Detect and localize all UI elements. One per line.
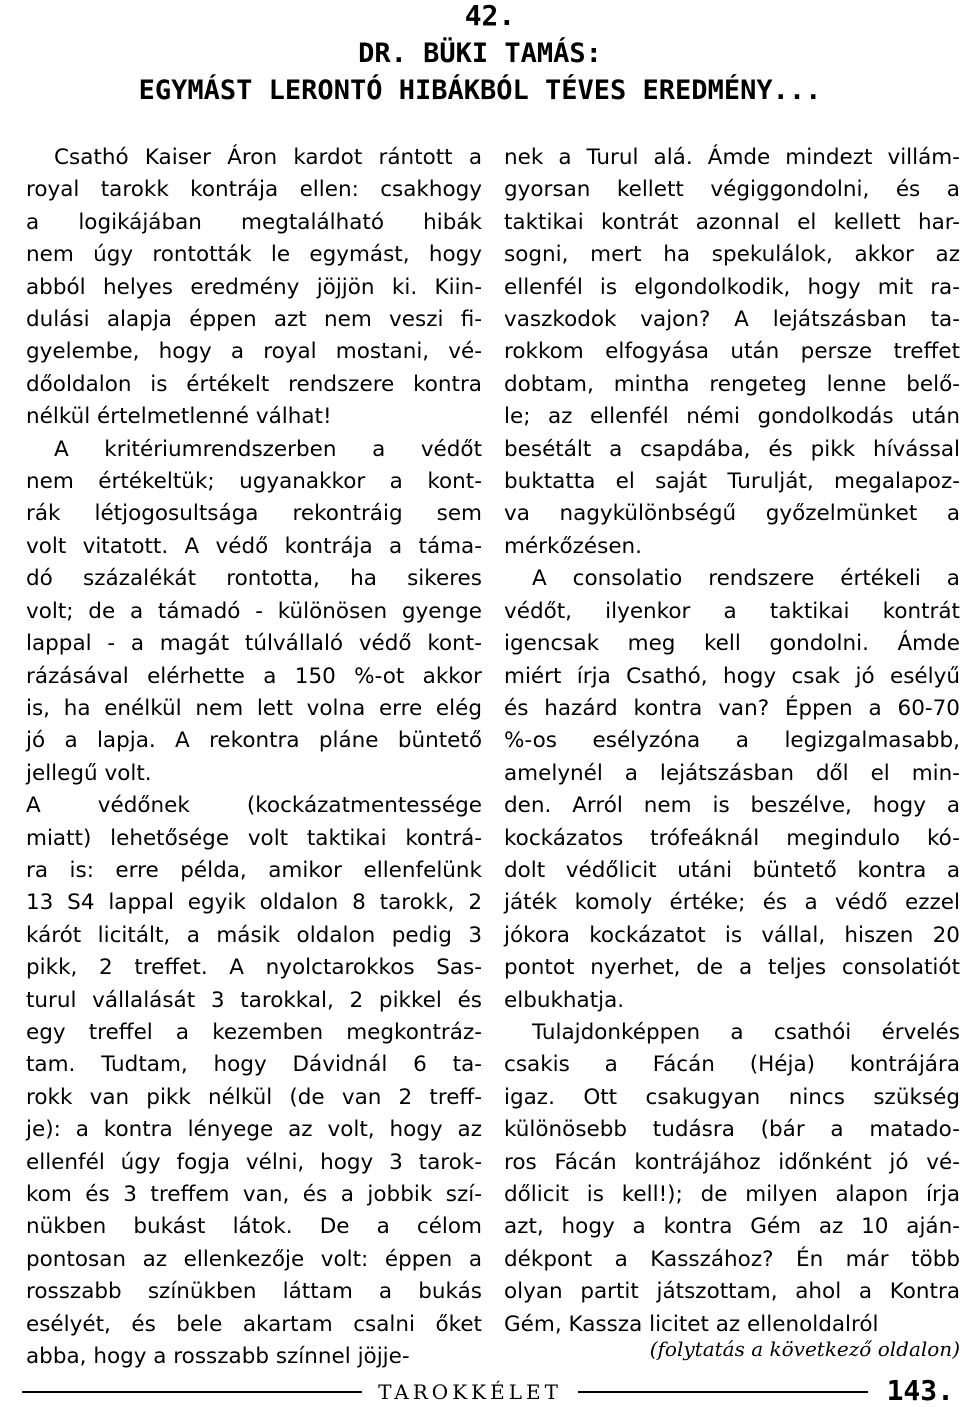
paragraph bbox=[504, 1017, 960, 1341]
text-line: játék komoly értéke; és a védő ezzel bbox=[504, 890, 960, 916]
text-line: A védőnek (kockázatmentessége bbox=[26, 793, 482, 819]
text-line: dékpont a Kasszához? Én már több bbox=[504, 1246, 960, 1272]
text-line: nem értékeltük; ugyanakkor a kont- bbox=[26, 469, 482, 495]
text-line: csakis a Fácán (Héja) kontrájára bbox=[504, 1052, 960, 1078]
paragraph bbox=[26, 142, 482, 434]
text-line: 13 S4 lappal egyik oldalon 8 tarokk, 2 bbox=[26, 890, 482, 916]
text-line: esélyét, és bele akartam csalni őket bbox=[26, 1311, 482, 1337]
text-line: besétált a csapdába, és pikk hívással bbox=[504, 436, 960, 462]
text-line: dobtam, mintha rengeteg lenne belő- bbox=[504, 371, 960, 397]
text-line: nem úgy rontották le egymást, hogy bbox=[26, 242, 482, 268]
text-line: jellegű volt. bbox=[26, 760, 152, 786]
text-line: gyorsan kellett végiggondolni, és a bbox=[504, 177, 960, 203]
text-line: jó a lapja. A rekontra pláne büntető bbox=[26, 728, 482, 754]
text-line: tam. Tudtam, hogy Dávidnál 6 ta- bbox=[26, 1052, 482, 1078]
paragraph bbox=[26, 790, 482, 1373]
text-line: den. Arról nem is beszélve, hogy a bbox=[504, 793, 960, 819]
text-line: abba, hogy a rosszabb színnel jöjje- bbox=[26, 1344, 410, 1370]
text-line: volt vitatott. A védő kontrája a táma- bbox=[26, 533, 482, 559]
left-text-column bbox=[26, 142, 482, 1373]
page-number: 143. bbox=[886, 1374, 954, 1407]
text-line: rokkom elfogyása után persze treffet bbox=[504, 339, 960, 365]
text-line: is, ha enélkül nem lett volna erre elég bbox=[26, 695, 482, 721]
text-line: ellenfél is elgondolkodik, hogy mit ra- bbox=[504, 274, 960, 300]
text-line: dulási alapja éppen azt nem veszi fi- bbox=[26, 307, 482, 333]
text-line: nélkül értelmetlenné válhat! bbox=[26, 404, 332, 430]
text-line: nükben bukást látok. De a célom bbox=[26, 1214, 482, 1240]
text-line: pontot nyerhet, de a teljes consolatiót bbox=[504, 955, 960, 981]
text-line: kom és 3 treffem van, és a jobbik szí- bbox=[26, 1182, 482, 1207]
text-line: le; az ellenfél némi gondolkodás után bbox=[504, 404, 960, 430]
text-line: mérkőzésen. bbox=[504, 533, 643, 559]
text-line: lappal - a magát túlvállaló védő kont- bbox=[26, 631, 482, 657]
text-line: és hazárd kontra van? Éppen a 60-70 bbox=[504, 695, 960, 721]
text-line: dó százalékát rontotta, ha sikeres bbox=[26, 566, 482, 592]
paragraph bbox=[504, 142, 960, 563]
text-line: pontosan az ellenkezője volt: éppen a bbox=[26, 1246, 482, 1272]
footer-rule-right bbox=[578, 1391, 868, 1393]
text-line: miért írja Csathó, hogy csak jó esélyű bbox=[504, 663, 960, 689]
continuation-note: (folytatás a következő oldalon) bbox=[649, 1337, 960, 1361]
article-title: EGYMÁST LERONTÓ HIBÁKBÓL TÉVES EREDMÉNY... bbox=[138, 75, 822, 106]
text-line: amelynél a lejátszásban dől el min- bbox=[504, 760, 960, 786]
text-line: sogni, mert ha spekulálok, akkor az bbox=[504, 242, 960, 268]
text-line: dőlicit is kell!); de milyen alapon írja bbox=[504, 1182, 960, 1207]
right-text-column bbox=[504, 142, 960, 1341]
text-line: azt, hogy a kontra Gém az 10 aján- bbox=[504, 1214, 960, 1240]
article-author: DR. BÜKI TAMÁS: bbox=[358, 38, 602, 69]
text-line: Gém, Kassza licitet az ellenoldalról bbox=[504, 1311, 879, 1337]
text-line: védőt, ilyenkor a taktikai kontrát bbox=[504, 598, 960, 624]
footer-rule-left bbox=[22, 1391, 362, 1393]
text-line: A kritériumrendszerben a védőt bbox=[54, 436, 482, 462]
text-line: A consolatio rendszere értékeli a bbox=[532, 566, 960, 592]
text-line: %-os esélyzóna a legizgalmasabb, bbox=[504, 728, 960, 754]
text-line: dőoldalon is értékelt rendszere kontra bbox=[26, 371, 482, 397]
text-line: rák létjogosultsága rekontráig sem bbox=[26, 501, 482, 527]
text-line: kárót licitált, a másik oldalon pedig 3 bbox=[26, 922, 482, 948]
text-line: buktatta el saját Turulját, megalapoz- bbox=[504, 469, 960, 495]
text-line: elbukhatja. bbox=[504, 987, 625, 1013]
text-line: va nagykülönbségű győzelmünket a bbox=[504, 501, 960, 527]
text-line: rokk van pikk nélkül (de van 2 treff- bbox=[26, 1084, 482, 1110]
text-line: nek a Turul alá. Ámde mindezt villám- bbox=[504, 145, 960, 170]
text-line: royal tarokk kontrája ellen: csakhogy bbox=[26, 177, 482, 203]
text-line: pikk, 2 treffet. A nyolctarokkos Sas- bbox=[26, 955, 482, 981]
text-line: taktikai kontrát azonnal el kellett har- bbox=[504, 209, 960, 235]
text-line: rázásával elérhette a 150 %-ot akkor bbox=[26, 663, 482, 689]
text-line: ros Fácán kontrájához időnként jó vé- bbox=[504, 1149, 960, 1175]
text-line: turul vállalását 3 tarokkal, 2 pikkel és bbox=[26, 987, 482, 1013]
text-line: különösebb tudásra (bár a matado- bbox=[504, 1117, 960, 1143]
text-line: a logikájában megtalálható hibák bbox=[26, 209, 482, 235]
text-line: miatt) lehetősége volt taktikai kontrá- bbox=[26, 825, 482, 851]
text-line: kockázatos trófeáknál megindulo kó- bbox=[504, 825, 960, 851]
text-line: vaszkodok vajon? A lejátszásban ta- bbox=[504, 307, 960, 333]
text-line: je): a kontra lényege az volt, hogy az bbox=[26, 1117, 482, 1143]
text-line: rosszabb színükben láttam a bukás bbox=[26, 1279, 482, 1305]
text-line: ellenfél úgy fogja vélni, hogy 3 tarok- bbox=[26, 1149, 482, 1175]
text-line: Csathó Kaiser Áron kardot rántott a bbox=[54, 145, 482, 170]
paragraph bbox=[504, 563, 960, 1017]
paragraph bbox=[26, 434, 482, 790]
text-line: igencsak meg kell gondolni. Ámde bbox=[504, 631, 960, 657]
text-line: ra is: erre példa, amikor ellenfelünk bbox=[26, 857, 482, 883]
text-line: igaz. Ott csakugyan nincs szükség bbox=[504, 1084, 960, 1110]
text-line: dolt védőlicit utáni büntető kontra a bbox=[504, 857, 960, 883]
footer-magazine-title: TAROKKÉLET bbox=[378, 1380, 562, 1404]
text-line: egy treffel a kezemben megkontráz- bbox=[26, 1019, 482, 1045]
text-line: abból helyes eredmény jöjjön ki. Kiin- bbox=[26, 274, 482, 300]
text-line: Tulajdonképpen a csathói érvelés bbox=[532, 1019, 960, 1045]
text-line: jókora kockázatot is vállal, hiszen 20 bbox=[504, 922, 960, 948]
text-line: volt; de a támadó - különösen gyenge bbox=[26, 598, 482, 624]
text-line: gyelembe, hogy a royal mostani, vé- bbox=[26, 339, 482, 365]
article-number: 42. bbox=[464, 0, 516, 32]
text-line: olyan partit játszottam, ahol a Kontra bbox=[504, 1279, 960, 1305]
